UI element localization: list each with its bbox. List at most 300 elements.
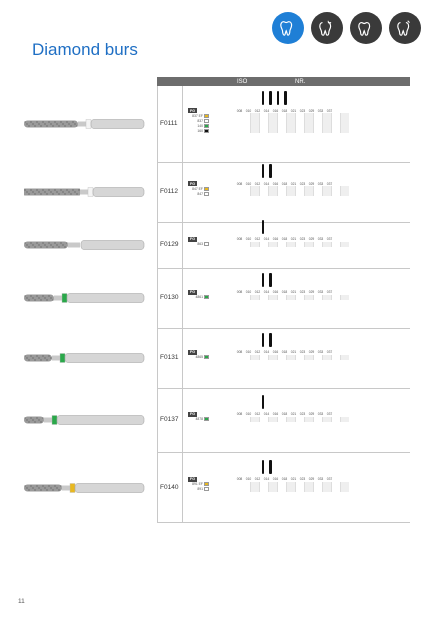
bur-image (20, 413, 150, 427)
grit-dot (46, 299, 47, 300)
grit-dot (38, 123, 39, 124)
bur-image (20, 238, 150, 252)
size-label: 016 (272, 181, 279, 186)
size-cell (331, 417, 340, 422)
size-cell (268, 487, 277, 492)
grit-dot (28, 193, 29, 194)
size-label: 021 (290, 237, 297, 241)
bur-head (24, 242, 68, 249)
size-label: 018 (281, 181, 288, 186)
size-cell (295, 487, 304, 492)
size-label: 010 (245, 477, 252, 481)
size-columns (235, 109, 334, 113)
grit-dot (28, 246, 29, 247)
grit-dot (36, 485, 37, 486)
size-label: 014 (263, 412, 270, 416)
grit-dot (34, 125, 35, 126)
grit-dot (44, 244, 45, 245)
grit-swatch (204, 114, 209, 118)
grit-dot (30, 295, 31, 296)
grit-dot (60, 485, 61, 486)
grit-dot (30, 242, 31, 243)
size-label: 016 (272, 350, 279, 354)
size-label: 008 (236, 108, 243, 113)
size-cell (277, 242, 286, 247)
grit-dot (58, 193, 59, 194)
grit-dot (40, 299, 41, 300)
size-cell (304, 242, 313, 247)
bur-silhouette (269, 273, 271, 287)
grit-dot (26, 357, 27, 358)
size-cell (313, 128, 322, 133)
fg-label: FG (190, 412, 195, 416)
size-label: 033 (317, 237, 324, 241)
size-cell (304, 487, 313, 492)
grit-dot (58, 489, 59, 490)
size-cell (259, 191, 268, 196)
grit-dot (40, 421, 41, 422)
grit-dot (46, 489, 47, 490)
size-cell (277, 355, 286, 360)
size-columns (235, 412, 334, 416)
size-cell (277, 128, 286, 133)
size-grid (250, 417, 349, 422)
size-grid (250, 355, 349, 360)
size-cell (268, 295, 277, 300)
size-label: 014 (263, 108, 270, 113)
grit-dot (36, 121, 37, 122)
grit-dot (30, 417, 31, 418)
grit-dot (46, 193, 47, 194)
color-band (70, 483, 75, 492)
size-cell (331, 487, 340, 492)
grit-dot (70, 125, 71, 126)
size-cell (322, 355, 331, 360)
grit-dot (76, 193, 77, 194)
product-code: F0129 (160, 241, 179, 248)
size-label: 008 (236, 181, 243, 186)
spec-row[interactable] (188, 355, 353, 360)
size-label: 016 (272, 412, 279, 416)
size-cell (286, 191, 295, 196)
spec-row[interactable] (188, 128, 353, 133)
grit-swatch (204, 192, 209, 196)
size-label: 023 (299, 237, 306, 241)
grit-dot (36, 417, 37, 418)
size-cell (313, 417, 322, 422)
size-cell (268, 355, 277, 360)
bur-silhouette (269, 333, 271, 347)
grit-dot (44, 123, 45, 124)
size-columns (235, 290, 334, 294)
bur-shank (93, 188, 144, 197)
row-separator (157, 452, 410, 453)
grit-dot (62, 244, 63, 245)
color-band (62, 294, 67, 303)
size-label: 023 (299, 477, 306, 481)
grit-dot (42, 485, 43, 486)
grit-dot (32, 297, 33, 298)
size-label: 010 (245, 181, 252, 186)
spec-row[interactable] (188, 242, 353, 247)
size-label: 010 (245, 350, 252, 354)
size-label: 018 (281, 108, 288, 113)
size-cell (259, 355, 268, 360)
size-cell (277, 487, 286, 492)
size-label: 037 (326, 477, 333, 481)
size-cell (340, 487, 349, 492)
grit-dot (48, 242, 49, 243)
bur-silhouettes (262, 460, 272, 474)
grit-dot (26, 244, 27, 245)
grit-dot (32, 357, 33, 358)
size-label: 033 (317, 108, 324, 113)
grit-swatch (204, 295, 209, 299)
grit-dot (30, 355, 31, 356)
grit-dot (38, 357, 39, 358)
size-columns (235, 182, 334, 186)
size-cell (331, 242, 340, 247)
grit-swatch (204, 355, 209, 359)
size-label: 008 (236, 477, 243, 481)
size-cell (286, 417, 295, 422)
grit-dot (50, 357, 51, 358)
grit-dot (60, 242, 61, 243)
size-label: 014 (263, 237, 270, 241)
size-cell (331, 191, 340, 196)
size-cell (295, 417, 304, 422)
fg-label: FG (190, 290, 195, 294)
grit-dot (50, 244, 51, 245)
size-cell (286, 242, 295, 247)
grit-dot (46, 125, 47, 126)
bur-shank (81, 241, 144, 250)
size-cell (268, 191, 277, 196)
grit-swatch (204, 119, 209, 123)
size-label: 037 (326, 181, 333, 186)
spec-block (188, 350, 353, 360)
size-label: 029 (308, 108, 315, 113)
grit-dot (56, 244, 57, 245)
grit-dot (52, 125, 53, 126)
size-label: 023 (299, 290, 306, 294)
grit-dot (28, 359, 29, 360)
size-label: 016 (272, 290, 279, 294)
spec-name: 4878 (195, 417, 203, 421)
grit-dot (60, 121, 61, 122)
grit-dot (68, 123, 69, 124)
grit-swatch (204, 417, 209, 421)
grit-swatch (204, 487, 209, 491)
page-number: 11 (18, 598, 25, 605)
product-code: F0140 (160, 483, 179, 491)
size-cell (313, 487, 322, 492)
grit-dot (32, 419, 33, 420)
size-cell (322, 191, 331, 196)
size-cell (277, 191, 286, 196)
bur-silhouettes (262, 91, 287, 105)
size-cell (259, 487, 268, 492)
grit-dot (32, 244, 33, 245)
grit-dot (52, 299, 53, 300)
spec-row[interactable] (188, 191, 353, 196)
grit-swatch (204, 482, 209, 486)
bur-silhouettes (262, 333, 272, 347)
size-cell (322, 417, 331, 422)
grit-dot (32, 123, 33, 124)
size-label: 014 (263, 290, 270, 294)
bur-silhouettes (262, 220, 264, 234)
size-label: 029 (308, 477, 315, 481)
grit-dot (40, 489, 41, 490)
grit-swatch (204, 187, 209, 191)
bur-silhouette (262, 220, 264, 234)
grit-dot (28, 125, 29, 126)
size-label: 016 (272, 477, 279, 481)
grit-dot (60, 189, 61, 190)
bur-head (24, 355, 52, 362)
size-cell (295, 355, 304, 360)
product-code: F0130 (160, 294, 179, 301)
size-label: 023 (299, 350, 306, 354)
size-label: 033 (317, 477, 324, 481)
bur-shank (67, 294, 144, 303)
grit-dot (32, 191, 33, 192)
spec-block (188, 108, 353, 133)
grit-dot (54, 485, 55, 486)
size-label: 012 (254, 290, 261, 294)
size-label: 029 (308, 412, 315, 416)
spec-row[interactable] (188, 417, 353, 422)
grit-dot (40, 359, 41, 360)
grit-dot (46, 359, 47, 360)
size-label: 008 (236, 412, 243, 416)
size-cell (286, 355, 295, 360)
size-cell (304, 417, 313, 422)
tooth-crown-icon[interactable] (311, 12, 343, 44)
bur-silhouette (284, 91, 286, 105)
grit-dot (72, 189, 73, 190)
grit-dot (72, 121, 73, 122)
grit-swatch (204, 242, 209, 246)
grit-dot (54, 242, 55, 243)
grit-dot (26, 123, 27, 124)
size-label: 021 (290, 412, 297, 416)
size-grid (250, 191, 349, 196)
grit-dot (56, 123, 57, 124)
grit-dot (38, 244, 39, 245)
grit-dot (34, 299, 35, 300)
size-cell (259, 128, 268, 133)
color-band (86, 120, 91, 129)
row-separator (157, 328, 410, 329)
size-cell (313, 242, 322, 247)
size-cell (340, 355, 349, 360)
grit-dot (76, 125, 77, 126)
grit-dot (62, 123, 63, 124)
grit-dot (48, 121, 49, 122)
grit-dot (36, 295, 37, 296)
bur-silhouette (262, 91, 264, 105)
size-label: 012 (254, 477, 261, 481)
grit-dot (46, 246, 47, 247)
color-band (88, 188, 93, 197)
row-separator (157, 222, 410, 223)
tooth-implant-icon[interactable] (389, 12, 421, 44)
size-label: 037 (326, 412, 333, 416)
size-label: 010 (245, 412, 252, 416)
grit-dot (44, 191, 45, 192)
size-cell (313, 295, 322, 300)
spec-name: 4865 (195, 355, 203, 359)
spec-row[interactable] (188, 487, 353, 492)
grit-dot (52, 489, 53, 490)
grit-dot (30, 189, 31, 190)
grit-dot (42, 121, 43, 122)
size-cell (340, 128, 349, 133)
grit-dot (58, 125, 59, 126)
size-label: 037 (326, 108, 333, 113)
size-cell (331, 355, 340, 360)
spec-name: 160 (197, 128, 203, 133)
grit-dot (36, 355, 37, 356)
grit-dot (48, 485, 49, 486)
size-label: 029 (308, 181, 315, 186)
size-cell (268, 242, 277, 247)
size-cell (313, 191, 322, 196)
size-label: 012 (254, 350, 261, 354)
grit-dot (56, 487, 57, 488)
bur-image (20, 117, 150, 131)
size-cell (295, 295, 304, 300)
grit-dot (34, 193, 35, 194)
grit-dot (66, 121, 67, 122)
size-cell (250, 417, 259, 422)
row-separator (157, 268, 410, 269)
bur-shank (65, 354, 144, 363)
grit-dot (42, 189, 43, 190)
size-label: 023 (299, 108, 306, 113)
size-cell (304, 355, 313, 360)
bur-silhouette (262, 333, 264, 347)
grit-dot (42, 355, 43, 356)
spec-name: 140 (197, 123, 203, 128)
size-grid (250, 487, 349, 492)
size-label: 021 (290, 477, 297, 481)
grit-dot (68, 191, 69, 192)
grit-dot (28, 421, 29, 422)
tooth-icon[interactable] (272, 12, 304, 44)
spec-name: 891 EF (192, 482, 203, 486)
size-cell (340, 417, 349, 422)
grit-dot (56, 191, 57, 192)
nr-label: NR. (295, 78, 306, 85)
color-band (52, 416, 57, 425)
fg-label: FG (190, 237, 195, 241)
grit-dot (38, 487, 39, 488)
grit-dot (48, 355, 49, 356)
grit-dot (26, 487, 27, 488)
bur-silhouette (277, 91, 279, 105)
spec-name: 847 EF (192, 186, 203, 191)
size-label: 021 (290, 181, 297, 186)
grit-dot (64, 193, 65, 194)
grit-dot (50, 297, 51, 298)
size-label: 021 (290, 108, 297, 113)
size-label: 018 (281, 237, 288, 241)
grit-dot (74, 191, 75, 192)
size-label: 029 (308, 350, 315, 354)
grit-dot (42, 295, 43, 296)
bur-silhouette (262, 460, 264, 474)
grit-dot (34, 359, 35, 360)
bur-shank (75, 483, 144, 492)
page-title: Diamond burs (32, 40, 138, 59)
size-label: 023 (299, 412, 306, 416)
size-label: 029 (308, 290, 315, 294)
size-cell (286, 487, 295, 492)
spec-name: 4861 (195, 295, 203, 299)
size-label: 029 (308, 237, 315, 241)
row-separator (157, 162, 410, 163)
bur-image (20, 351, 150, 365)
grit-dot (26, 191, 27, 192)
bur-silhouette (269, 164, 271, 178)
size-columns (235, 237, 334, 241)
size-grid (250, 128, 349, 133)
size-label: 018 (281, 290, 288, 294)
size-label: 018 (281, 350, 288, 354)
size-label: 014 (263, 350, 270, 354)
bur-image (20, 291, 150, 305)
grit-dot (62, 191, 63, 192)
size-cell (259, 295, 268, 300)
grit-dot (24, 242, 25, 243)
spec-name: 847 (197, 191, 203, 196)
grit-swatch (204, 129, 209, 133)
size-label: 008 (236, 290, 243, 294)
size-label: 037 (326, 237, 333, 241)
size-cell (295, 128, 304, 133)
spec-row[interactable] (188, 295, 353, 300)
grit-dot (34, 246, 35, 247)
size-label: 014 (263, 477, 270, 481)
size-label: 033 (317, 350, 324, 354)
size-cell (340, 242, 349, 247)
size-label: 037 (326, 290, 333, 294)
grit-dot (28, 299, 29, 300)
size-label: 018 (281, 412, 288, 416)
grit-dot (38, 419, 39, 420)
spec-name: 837 (197, 118, 203, 123)
spec-name: 891 (197, 487, 203, 491)
grit-dot (40, 246, 41, 247)
bur-shank (91, 120, 144, 129)
grit-dot (40, 193, 41, 194)
grit-dot (26, 419, 27, 420)
size-label: 010 (245, 290, 252, 294)
grit-dot (58, 246, 59, 247)
bur-image (20, 185, 150, 199)
row-separator (157, 388, 410, 389)
column-divider (182, 86, 183, 523)
grit-dot (66, 242, 67, 243)
spec-block (188, 477, 353, 492)
grit-dot (36, 189, 37, 190)
grit-dot (48, 189, 49, 190)
size-cell (304, 191, 313, 196)
tooth-molar-icon[interactable] (350, 12, 382, 44)
